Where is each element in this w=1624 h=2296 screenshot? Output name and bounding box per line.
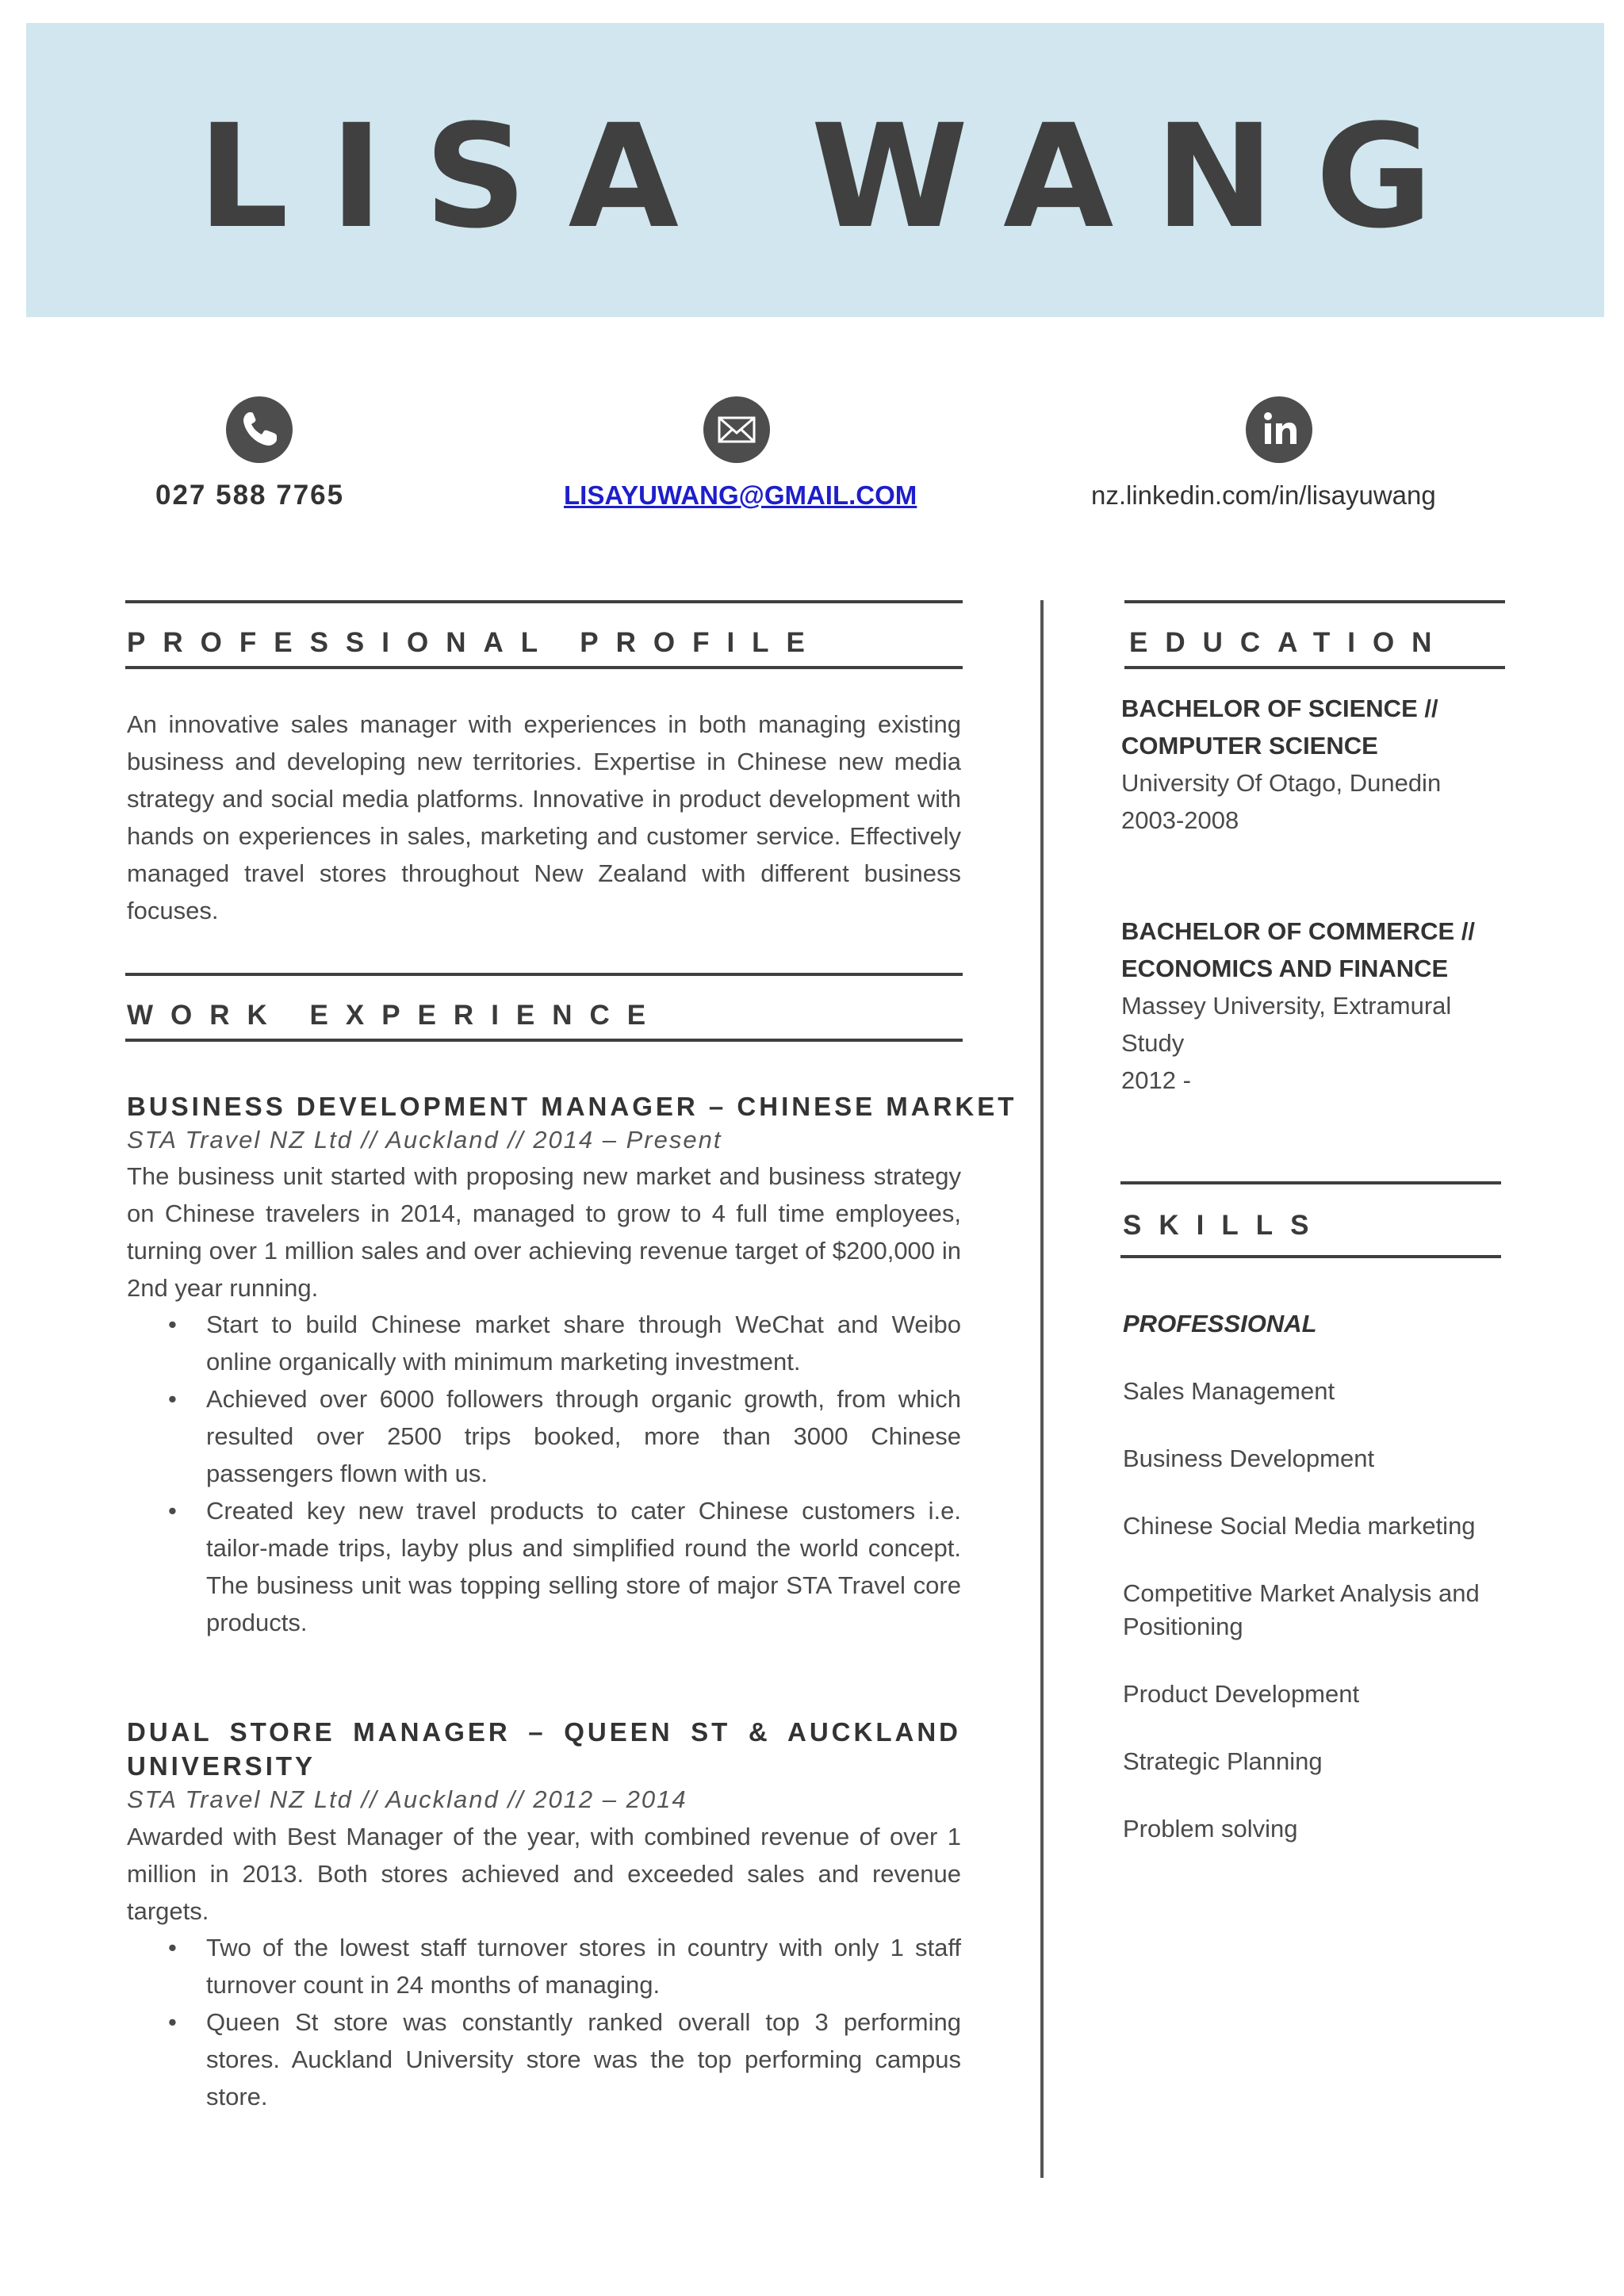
skill-item: Strategic Planning: [1123, 1747, 1323, 1775]
candidate-name: LISA WANG: [197, 94, 1474, 260]
list-item: • Two of the lowest staff turnover stores in country with only 1 staff turnover count in 24 months of managing.: [127, 1929, 961, 2003]
skill-category: PROFESSIONAL: [1123, 1310, 1317, 1337]
job-summary: The business unit started with proposing new market and business strategy on Chinese travelers in 2014, managed to grow to 4 full time employees, turning over 1 million sales and over achieving revenue target of $200,000 in 2nd year running.: [127, 1162, 961, 1302]
work-heading: WORK EXPERIENCE: [127, 1000, 664, 1031]
skill-item: Problem solving: [1123, 1815, 1298, 1843]
job-bullets: [127, 1929, 961, 2115]
bullet-dot: •: [168, 1934, 177, 1961]
skills-heading: SKILLS: [1123, 1210, 1327, 1241]
bullet-dot: •: [168, 2008, 177, 2036]
skills-top-rule: [1120, 1181, 1501, 1184]
school-name: Massey University, Extramural Study: [1121, 992, 1452, 1057]
list-item: • Queen St store was constantly ranked overall top 3 performing stores. Auckland University store was the top performing campus store.: [127, 2003, 961, 2115]
profile-top-rule: [125, 600, 963, 603]
list-item: • Start to build Chinese market share through WeChat and Weibo online organically with minimum marketing investment.: [127, 1306, 961, 1380]
mail-icon: [703, 396, 770, 463]
skill-item: Product Development: [1123, 1680, 1360, 1708]
education-top-rule: [1124, 600, 1505, 603]
skill-item: Business Development: [1123, 1445, 1375, 1472]
phone-icon: [226, 396, 293, 463]
work-bottom-rule: [125, 1039, 963, 1042]
degree-title: BACHELOR OF SCIENCE //: [1121, 695, 1438, 722]
degree-title: ECONOMICS AND FINANCE: [1121, 955, 1449, 982]
profile-bottom-rule: [125, 666, 963, 669]
linkedin-url[interactable]: nz.linkedin.com/in/lisayuwang: [1091, 480, 1436, 510]
degree-title: COMPUTER SCIENCE: [1121, 732, 1378, 760]
list-item: • Achieved over 6000 followers through organic growth, from which resulted over 2500 trips booked, more than 3000 Chinese passengers flown with us.: [127, 1380, 961, 1492]
phone-number: 027 588 7765: [155, 480, 345, 511]
skills-bottom-rule: [1120, 1255, 1501, 1258]
job-subtitle: STA Travel NZ Ltd // Auckland // 2014 – Present: [127, 1126, 722, 1154]
job-title: DUAL STORE MANAGER – QUEEN ST & AUCKLAND UNIVERSITY: [127, 1717, 961, 1781]
column-divider: [1040, 600, 1044, 2178]
header-banner: [26, 23, 1604, 317]
job-subtitle: STA Travel NZ Ltd // Auckland // 2012 – 2014: [127, 1785, 688, 1813]
education-item: [1121, 913, 1494, 1099]
education-bottom-rule: [1124, 666, 1505, 669]
education-heading: EDUCATION: [1129, 627, 1450, 658]
job-title: BUSINESS DEVELOPMENT MANAGER – CHINESE MARKET: [127, 1092, 1017, 1121]
job-bullets: [127, 1306, 961, 1641]
job-summary: Awarded with Best Manager of the year, with combined revenue of over 1 million in 2013. Both stores achieved and exceeded sales and revenue targets.: [127, 1823, 961, 1925]
email-link[interactable]: LISAYUWANG@GMAIL.COM: [564, 480, 917, 510]
skill-item: Competitive Market Analysis and Positioning: [1123, 1579, 1480, 1640]
profile-text: An innovative sales manager with experiences in both managing existing business and developing new territories. Expertise in Chinese new media strategy and social media platforms. Innovative in product development with hands on experiences in sales, marketing and customer service. Effectively managed travel stores throughout New Zealand with different business focuses.: [127, 710, 961, 924]
education-item: [1121, 690, 1518, 839]
work-top-rule: [125, 973, 963, 976]
linkedin-icon: [1246, 396, 1312, 463]
skill-item: Chinese Social Media marketing: [1123, 1512, 1476, 1540]
school-name: University Of Otago, Dunedin: [1121, 769, 1442, 797]
education-years: 2003-2008: [1121, 806, 1239, 834]
bullet-dot: •: [168, 1311, 177, 1338]
bullet-dot: •: [168, 1497, 177, 1525]
list-item: • Created key new travel products to cater Chinese customers i.e. tailor-made trips, layby plus and simplified round the world concept. The business unit was topping selling store of major STA Travel core products.: [127, 1492, 961, 1641]
degree-title: BACHELOR OF COMMERCE //: [1121, 917, 1476, 945]
bullet-dot: •: [168, 1385, 177, 1413]
education-years: 2012 -: [1121, 1066, 1191, 1094]
skill-item: Sales Management: [1123, 1377, 1335, 1405]
profile-heading: PROFESSIONAL PROFILE: [127, 627, 822, 658]
